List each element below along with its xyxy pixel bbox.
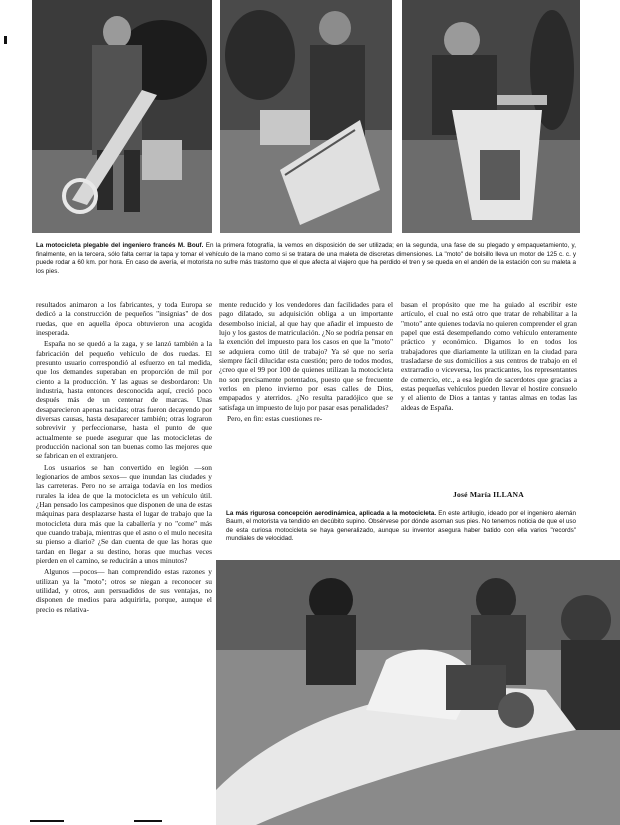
article-column-3 — [401, 300, 577, 414]
caption-top-lead: La motocicleta plegable del ingeniero francés M. Bouf. — [36, 242, 204, 249]
photo-top-left — [32, 0, 212, 233]
photo-top-right — [402, 0, 580, 233]
photo-top-left-image — [32, 0, 212, 233]
photo-top-middle — [220, 0, 392, 233]
paragraph: España no se quedó a la zaga, y se lanzó también a la fabricación del pequeño vehículo de dos ruedas. El presunto usuario correspondió al esfuerzo en tal medida, que los demandes superaban en proporción de mil por ciento a la producción. Y las aguas se desbordaron: Un industria, hasta entonces desconocida aquí, creció poco después más de un centenar de marcas. Unas desaparecieron apenas nacidas; otras fueron decayendo por diversas causas, hasta desaparecer también; otras lograron sobrevivir y perfeccionarse, hasta el punto de que actualmente se puede asegurar que las motocicletas de producción nacional son tan buenas como las mejores que se fabrican en el extranjero. — [36, 339, 212, 461]
paragraph: Pero, en fin: estas cuestiones re- — [227, 413, 323, 423]
paragraph: basan el propósito que me ha guiado al escribir este artículo, el cual no está otro que tratar de rehabilitar a la "moto" ante quienes todavía no quieren comprender el gran papel que está desempeñando como vehículo enteramente práctico y económico. Digamos lo en todos los trabajadores que diariamente la utilizan en la ciudad para trasladarse de sus domicilios a sus centros de trabajo en el extrarradio o viceversa, los practicantes, los representantes de comercio, etc., a esa legión de sacerdotes que gracias a estas pequeñas vehículos pueden llevar el hostire consuelo y el aliento de Dios a tantas y tantas almas en todas las aldeas de España. — [401, 300, 577, 412]
photo-top-middle-image — [220, 0, 392, 233]
article-column-2 — [219, 300, 393, 425]
caption-bottom — [226, 510, 576, 543]
footer-rule-left — [30, 820, 64, 822]
footer-rule-right — [134, 820, 162, 822]
paragraph: Los usuarios se han convertido en legión —son legionarios de ambos sexos— que inundan las ciudades y las carreteras. Pero no se arraiga todavía en los medios rurales la idea de que la motocicleta es un vehículo útil. ¿Han pensado los campesinos que disponen de una de estas máquinas para desplazarse hasta el lugar de trabajo que la motocicleta dura más que la caballería y no "come" más que cuando trabaja, mientras que el asno o el mulo necesita su pienso a diario? ¿Se dan cuenta de que las horas que tardan en llegar a su destino, horas que muchas veces pierden en el camino, se reducirán a unos minutos? — [36, 462, 212, 565]
caption-top-text: En la primera fotografía, la vemos en disposición de ser utilizada; en la segunda, una fase de su plegado y empaquetamiento, y, finalmente, en la tercera, sólo falta cerrar la tapa y tomar el vehículo de la mano como si se tratara de una maleta de discretas dimensiones. La "moto" de bolsillo lleva un motor de 125 c. c. y puede rodar a 60 km. por hora. En caso de avería, el motorista no sufre más trastorno que el que afecta al viajero que ha perdido el tren y se queda en el andén de la estación con su maleta a los pies. — [36, 242, 576, 275]
paragraph: resultados animaron a los fabricantes, y toda Europa se dedicó a la construcción de pequeños "insignias" de dos ruedas, que en aquella época obtuvieron una acogida inesperada. — [36, 300, 212, 337]
photo-bottom — [216, 560, 620, 825]
article-column-1 — [36, 300, 212, 616]
margin-mark — [4, 36, 7, 44]
caption-bottom-lead: La más rigurosa concepción aerodinámica, aplicada a la motocicleta. — [226, 510, 437, 517]
author-signature: José María ILLANA — [453, 490, 524, 499]
photo-top-right-image — [402, 0, 580, 233]
paragraph: mente reducido y los vendedores dan facilidades para el pago dilatado, su adquisición obliga a un importante desembolso inicial, al que hay que añadir el impuesto de lujo y los gastos de matriculación. ¿No se podría pensar en la exención del impuesto para los casos en que la "moto" se adquiera como útil de trabajo? Ya sé que no sería siempre fácil dilucidar esta cuestión; pero de todos modos, ¿creo que el 99 por 100 de quienes utilizan la motocicleta no son precisamente potentados, puesto que se frecuente verlos en pleno invierno por esas calles de Dios, empapados y aterridos. ¿No resulta paradójico que se satisfaga un impuesto de lujo por pasar esas penalidades? — [219, 300, 393, 412]
caption-bottom-text: En este artilugio, ideado por el ingeniero alemán Baum, el motorista va tendido en decúbito supino. Obsérvese por dónde asoman sus pies. No tenemos noticia de que el uso de esta curiosa motocicleta se haya generalizado, aunque su inventor asegura haber batido con ella varios "records" mundiales de velocidad. — [226, 510, 577, 542]
caption-top — [36, 242, 576, 276]
photo-bottom-image — [216, 560, 620, 825]
paragraph: Algunos —pocos— han comprendido estas razones y utilizan ya la "moto"; otros se niegan a reconocer su utilidad, y otros, aun persuadidos de sus ventajas, no disponen de medios para adquirirla, porque, aunque el precio es relativa- — [36, 567, 212, 614]
